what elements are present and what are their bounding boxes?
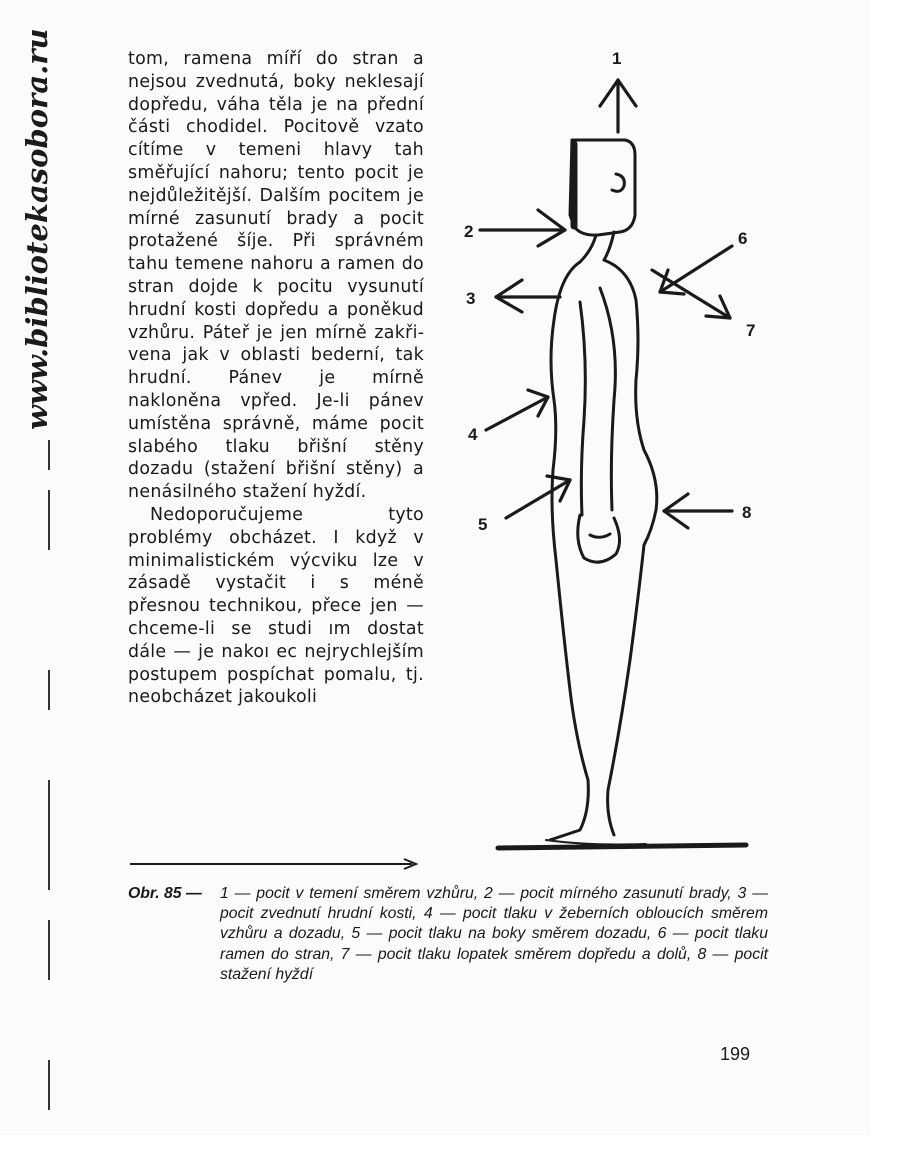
posture-diagram <box>450 40 780 870</box>
paragraph-1: tom, ramena míří do stran a nejsou zvednutá, boky neklesají dopředu, váha těla je na přední části chodidel. Pocitově vzato cítíme v temeni hlavy tah směřující nahoru; tento pocit je nejdůležitější. Dalším pocitem je mírné zasunutí brady a pocit protažené šíje. Při správném tahu temene nahoru a ramen do stran dojde k pocitu vysunutí hrudní kosti dopředu a poněkud vzhůru. Páteř je jen mírně zakřivena jak v oblasti bederní, tak hrudní. Pánev je mírně nakloněna vpřed. Je-li pánev umístěna správně, máme pocit slabého tlaku břišní stěny dozadu (stažení břišní stěny) a nenásilného stažení hyždí. <box>128 49 424 503</box>
label-1: 1 <box>612 49 622 68</box>
caption-text: 1 — pocit v temení směrem vzhůru, 2 — pocit mírného zasunutí brady, 3 — pocit zvednutí hrudní kosti, 4 — pocit tlaku v žeberních obloucích směrem vzhůru a dozadu, 5 — pocit tlaku na boky směrem dozadu, 6 — pocit tlaku ramen do stran, 7 — pocit tlaku lopatek směrem dopředu a dolů, 8 — pocit stažení hyždí <box>220 885 768 983</box>
figure-caption <box>128 884 768 985</box>
scan-margin-marks <box>40 420 60 1120</box>
label-3: 3 <box>466 289 476 308</box>
body-text <box>128 48 424 709</box>
posture-figure <box>450 40 780 870</box>
paragraph-2: Nedoporučujeme tyto problémy obcházet. I když v minimalistickém výcviku lze v zásadě vystačit i s méně přesnou technikou, přece jen — chceme-li se studi ım dostat dále — je nakoı ec nejrychlejším postupem pospíchat pomalu, tj. neobcházet jakoukoli <box>128 504 424 708</box>
label-8: 8 <box>742 503 752 522</box>
arrow-labels <box>464 49 755 534</box>
label-6: 6 <box>738 229 748 248</box>
label-2: 2 <box>464 222 474 241</box>
label-4: 4 <box>468 425 478 444</box>
label-7: 7 <box>746 321 756 340</box>
label-5: 5 <box>478 515 488 534</box>
caption-label: Obr. 85 — <box>128 885 202 902</box>
page-number: 199 <box>720 1044 751 1064</box>
website-watermark: www.bibliotekasobora.ru <box>20 28 54 430</box>
continuation-arrow <box>128 856 424 872</box>
